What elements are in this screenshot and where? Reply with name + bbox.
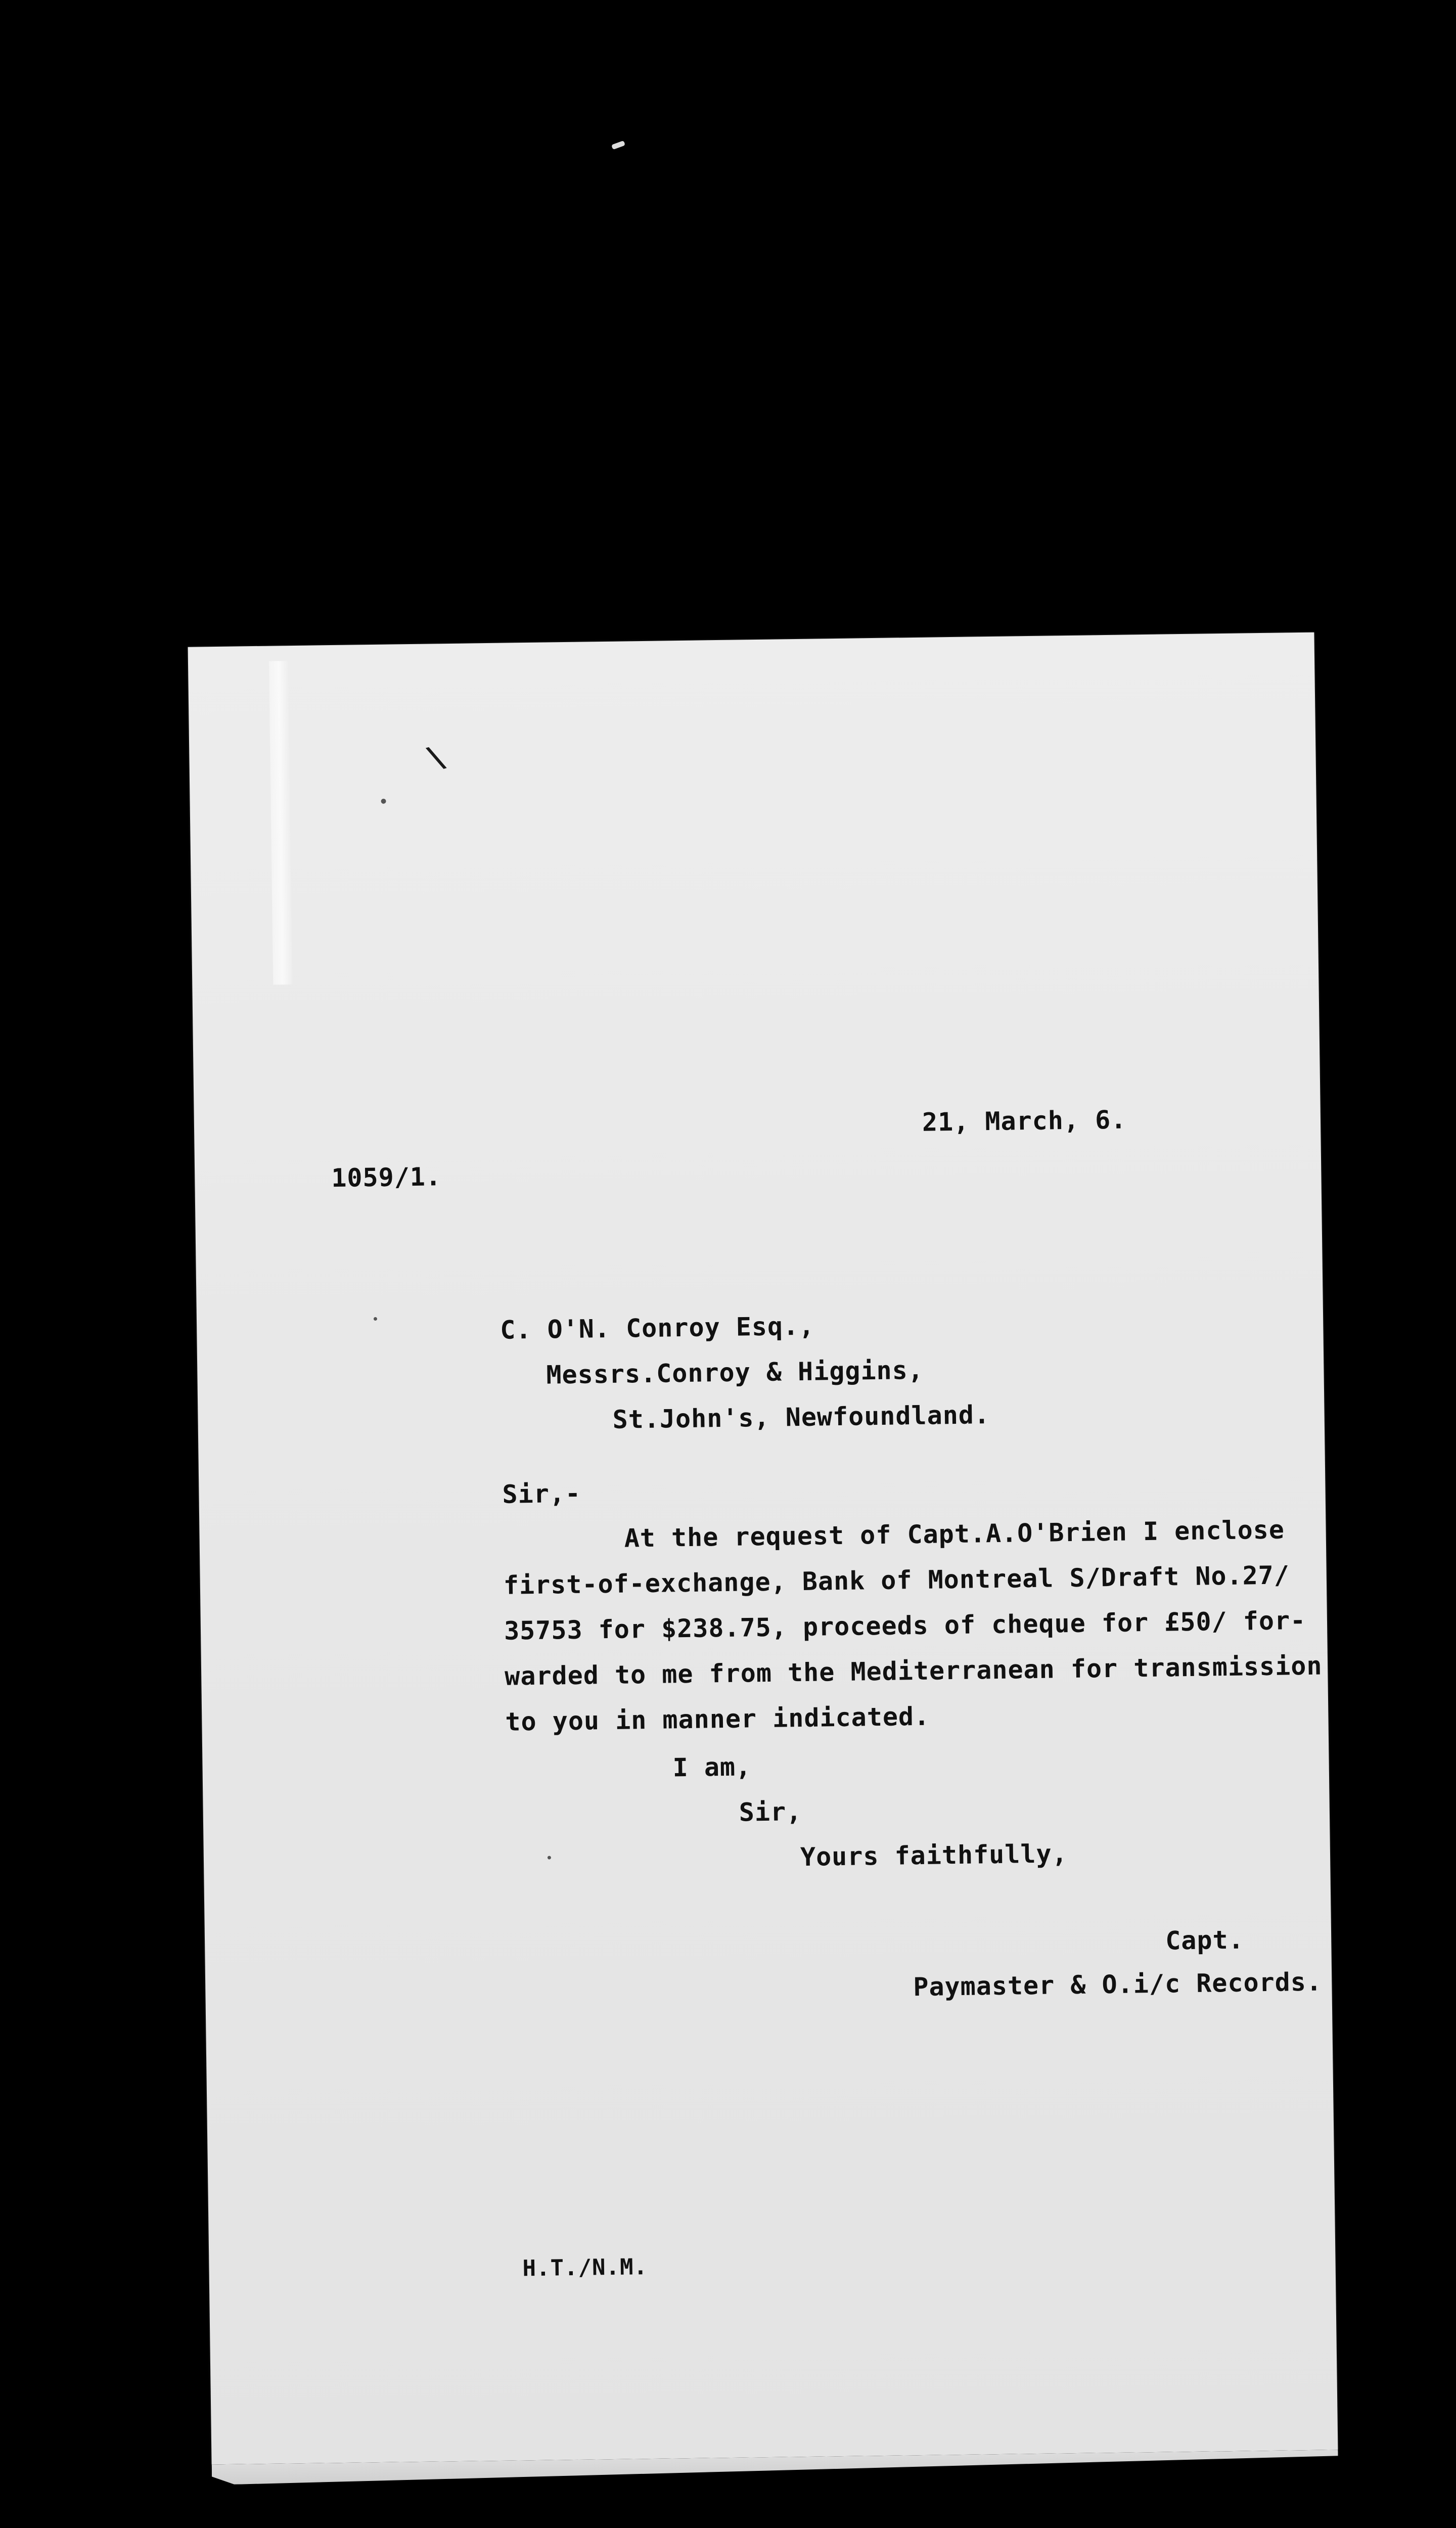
paper-speck xyxy=(548,1856,551,1860)
body-line: 35753 for $238.75, proceeds of cheque for £50/ for- xyxy=(504,1605,1306,1646)
paper-speck xyxy=(374,1317,377,1321)
closing-yours-faithfully: Yours faithfully, xyxy=(800,1839,1068,1872)
page-fold-strip xyxy=(269,661,292,984)
corner-pencil-mark: \ xyxy=(422,738,450,777)
salutation: Sir,- xyxy=(502,1478,581,1509)
page-bottom-edge xyxy=(212,2450,1338,2485)
typist-initials: H.T./N.M. xyxy=(522,2254,648,2282)
signature-title: Paymaster & O.i/c Records. xyxy=(913,1967,1323,2002)
recipient-firm: Messrs.Conroy & Higgins, xyxy=(546,1355,924,1390)
recipient-address: St.John's, Newfoundland. xyxy=(612,1400,990,1434)
body-line: first-of-exchange, Bank of Montreal S/Draft No.27/ xyxy=(503,1560,1290,1600)
body-line: warded to me from the Mediterranean for transmission xyxy=(504,1651,1323,1691)
body-line: At the request of Capt.A.O'Brien I enclose xyxy=(624,1515,1285,1553)
signature-rank: Capt. xyxy=(1165,1925,1245,1956)
film-dust-mark xyxy=(611,141,625,150)
closing-sir: Sir, xyxy=(739,1797,802,1827)
body-line: to you in manner indicated. xyxy=(505,1701,930,1737)
paper-speck xyxy=(381,799,386,804)
closing-i-am: I am, xyxy=(672,1752,752,1783)
letter-reference: 1059/1. xyxy=(331,1162,442,1193)
letter-page xyxy=(188,633,1338,2465)
letter-date: 21, March, 6. xyxy=(922,1105,1127,1137)
recipient-name: C. O'N. Conroy Esq., xyxy=(499,1311,815,1345)
